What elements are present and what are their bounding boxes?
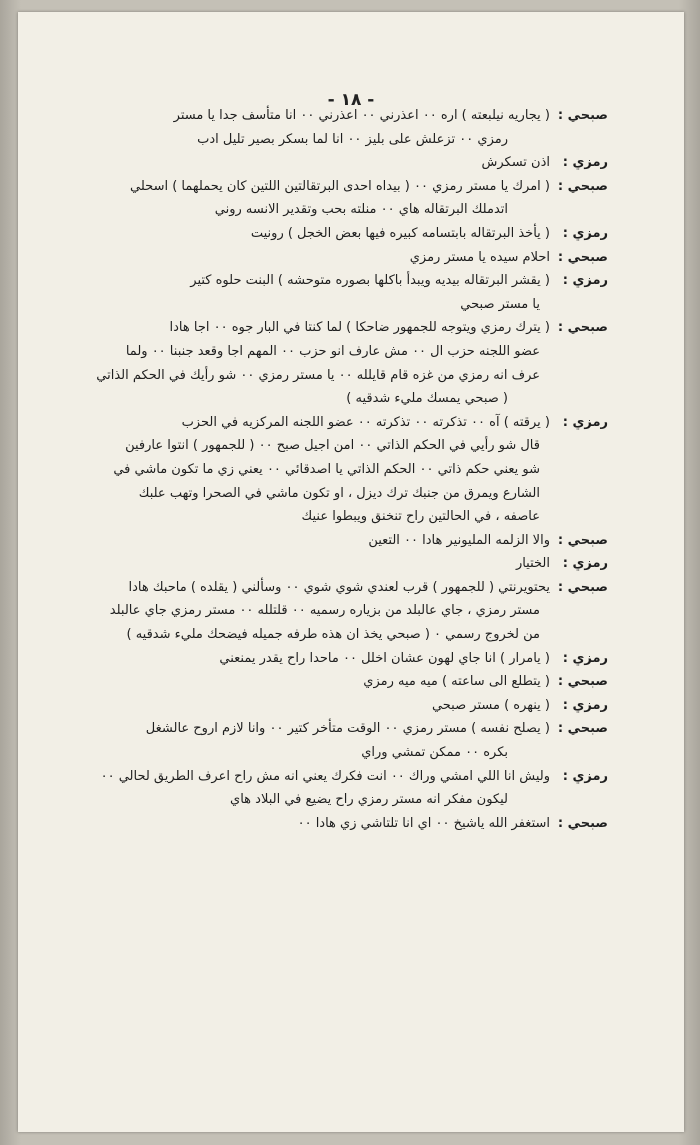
line-text: اتدملك البرتقاله هاي ٠٠ منلته بحب وتقدير الانسه روني xyxy=(214,202,508,218)
dialogue-line xyxy=(30,529,608,553)
line-text: ( يجاريه نيلبعته ) اره ٠٠ اعذرني ٠٠ اعذرني ٠٠ انا متأسف جدا يا مستر xyxy=(173,108,550,123)
dialogue-line xyxy=(30,505,608,529)
dialogue-line xyxy=(30,717,608,741)
speaker-name: صبحي : xyxy=(557,579,608,595)
line-text: يا مستر صبحي xyxy=(460,296,540,312)
dialogue-turn xyxy=(30,694,608,718)
line-text: ( صبحي يمسك مليء شدقيه ) xyxy=(346,391,508,407)
speaker-name: رمزي : xyxy=(562,697,608,713)
line-text: رمزي ٠٠ تزعلش على بليز ٠٠ انا لما بسكر بصير تليل ادب xyxy=(197,131,508,147)
dialogue-line xyxy=(30,104,608,128)
dialogue-line xyxy=(30,482,608,506)
line-text: عاصفه ، في الحالتين راح تنخنق ويبطوا عنيك xyxy=(301,509,540,525)
speaker-name: رمزي : xyxy=(562,225,608,241)
dialogue-line xyxy=(30,552,608,576)
dialogue-line xyxy=(30,175,608,199)
page-number: - ١٨ - xyxy=(327,90,375,110)
dialogue-turn xyxy=(30,552,608,576)
line-text: شو يعني حكم ذاتي ٠٠ الحكم الذاتي يا اصدقائي ٠٠ يعني زي ما تكون ماشي في xyxy=(113,461,540,477)
speaker-name: صبحي : xyxy=(557,815,608,831)
line-text: الشارع ويمرق من جنبك ترك ديزل ، او تكون ماشي في الصحرا وتهب علبك xyxy=(138,485,540,501)
dialogue-line xyxy=(30,340,608,364)
dialogue-line xyxy=(30,198,608,222)
line-text: والا الزلمه المليونير هادا ٠٠ التعين xyxy=(368,532,550,548)
line-text: ( ينهره ) مستر صبحي xyxy=(431,697,550,713)
line-text: عضو اللجنه حزب ال ٠٠ مش عارف انو حزب ٠٠ المهم اجا وقعد جنبنا ٠٠ ولما xyxy=(125,343,540,359)
speaker-name: صبحي : xyxy=(557,532,608,548)
dialogue-line xyxy=(30,269,608,293)
line-text: ( يترك رمزي ويتوجه للجمهور ضاحكا ) لما كنتا في البار جوه ٠٠ اجا هادا xyxy=(169,320,550,336)
dialogue-script xyxy=(30,104,608,835)
dialogue-line xyxy=(30,222,608,246)
line-text: ( يقشر البرتقاله بيديه ويبدأ باكلها بصوره متوحشه ) البنت حلوه كتير xyxy=(190,273,550,289)
speaker-name: رمزي : xyxy=(562,556,608,572)
dialogue-line xyxy=(30,364,608,388)
line-text: ليكون مفكر انه مستر رمزي راح يضيع في البلاد هاي xyxy=(230,792,508,808)
line-text: الختيار xyxy=(515,556,550,572)
dialogue-line xyxy=(30,765,608,789)
dialogue-turn xyxy=(30,316,608,410)
line-text: يحتويرنتي ( للجمهور ) قرب لعندي شوي شوي ٠٠ وسألني ( يقلده ) ماحبك هادا xyxy=(128,579,550,595)
line-text: وليش انا اللي امشي وراك ٠٠ انت فكرك يعني انه مش راح اعرف الطريق لحالي ٠٠ xyxy=(100,768,550,784)
dialogue-turn xyxy=(30,670,608,694)
dialogue-turn xyxy=(30,151,608,175)
speaker-name: صبحي : xyxy=(557,178,608,194)
dialogue-line xyxy=(30,411,608,435)
dialogue-line xyxy=(30,599,608,623)
line-text: من لخروج رسمي ٠ ( صبحي يخذ ان هذه طرفه جميله فيضحك مليء شدقيه ) xyxy=(126,627,540,643)
dialogue-turn xyxy=(30,175,608,222)
dialogue-line xyxy=(30,128,608,152)
dialogue-line xyxy=(30,293,608,317)
line-text: استغفر الله ياشيخ ٠٠ اي انا تلتاشي زي هادا ٠٠ xyxy=(297,815,550,831)
line-text: عرف انه رمزي من غزه قام قايلله ٠٠ يا مستر رمزي ٠٠ شو رأيك في الحكم الذاتي xyxy=(96,367,540,383)
dialogue-line xyxy=(30,246,608,270)
dialogue-line xyxy=(30,434,608,458)
dialogue-turn xyxy=(30,765,608,812)
line-text: ( يتطلع الى ساعته ) ميه ميه رمزي xyxy=(363,674,550,690)
dialogue-line xyxy=(30,670,608,694)
dialogue-line xyxy=(30,576,608,600)
dialogue-line xyxy=(30,316,608,340)
speaker-name: صبحي : xyxy=(557,674,608,690)
dialogue-turn xyxy=(30,576,608,647)
line-text: ( امرك يا مستر رمزي ٠٠ ( بيداه احدى البرتقالتين اللتين كان يحملهما ) اسحلي xyxy=(130,178,550,194)
dialogue-line xyxy=(30,151,608,175)
dialogue-line xyxy=(30,812,608,836)
dialogue-turn xyxy=(30,104,608,151)
dialogue-line xyxy=(30,788,608,812)
line-text: ( يرقته ) آه ٠٠ تذكرته ٠٠ تذكرته ٠٠ عضو اللجنه المركزيه في الحزب xyxy=(181,414,550,430)
speaker-name: صبحي : xyxy=(557,721,608,737)
dialogue-line xyxy=(30,387,608,411)
line-text: ( يأخذ البرتقاله بابتسامه كبيره فيها بعض الخجل ) رونيت xyxy=(250,225,550,241)
dialogue-turn xyxy=(30,529,608,553)
line-text: ( يامرار ) انا جاي لهون عشان اخلل ٠٠ ماحدا راح يقدر يمنعني xyxy=(219,650,550,666)
dialogue-turn xyxy=(30,246,608,270)
line-text: ( يصلح نفسه ) مستر رمزي ٠٠ الوقت متأخر كتير ٠٠ وانا لازم اروح عالشغل xyxy=(145,721,550,737)
dialogue-turn xyxy=(30,222,608,246)
dialogue-turn xyxy=(30,812,608,836)
speaker-name: رمزي : xyxy=(562,768,608,784)
dialogue-line xyxy=(30,458,608,482)
dialogue-turn xyxy=(30,647,608,671)
dialogue-line xyxy=(30,623,608,647)
dialogue-turn xyxy=(30,717,608,764)
line-text: احلام سيده يا مستر رمزي xyxy=(409,249,550,265)
speaker-name: صبحي : xyxy=(557,108,608,123)
speaker-name: صبحي : xyxy=(557,249,608,265)
dialogue-turn xyxy=(30,269,608,316)
line-text: بكره ٠٠ ممكن تمشي وراي xyxy=(361,745,508,761)
speaker-name: رمزي : xyxy=(562,273,608,289)
line-text: مستر رمزي ، جاي عالبلد من بزياره رسميه ٠٠ قلتلله ٠٠ مستر رمزي جاي عالبلد xyxy=(109,603,540,619)
line-text: اذن تسكرش xyxy=(481,155,550,171)
speaker-name: رمزي : xyxy=(562,155,608,171)
speaker-name: رمزي : xyxy=(562,414,608,430)
dialogue-turn xyxy=(30,411,608,529)
line-text: قال شو رأيي في الحكم الذاتي ٠٠ امن اجيل صبح ٠٠ ( للجمهور ) انتوا عارفين xyxy=(125,438,540,454)
speaker-name: صبحي : xyxy=(557,320,608,336)
dialogue-line xyxy=(30,741,608,765)
speaker-name: رمزي : xyxy=(562,650,608,666)
dialogue-line xyxy=(30,694,608,718)
dialogue-line xyxy=(30,647,608,671)
